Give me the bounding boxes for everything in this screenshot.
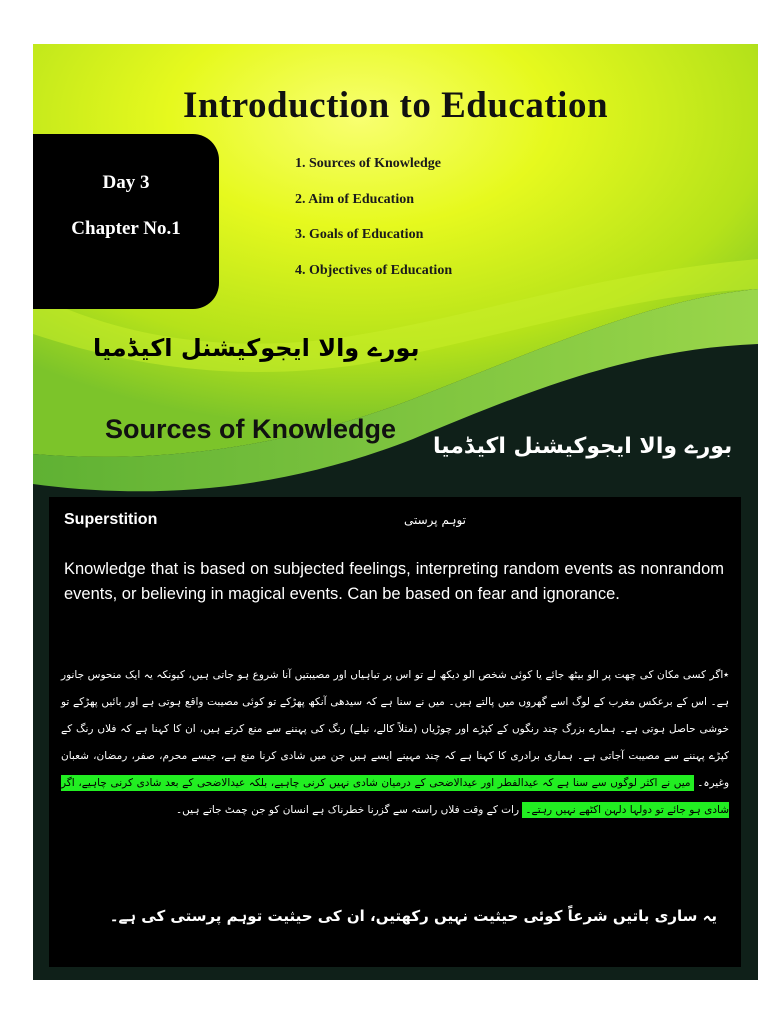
urdu-text-part2: رات کے وقت فلاں راستہ سے گزرنا خطرناک ہے انسان کو جن چمٹ جاتے ہیں۔ xyxy=(176,804,520,816)
day-label: Day 3 xyxy=(102,172,150,193)
contents-item: 2. Aim of Education xyxy=(295,191,415,207)
urdu-highlight: میں نے اکثر لوگوں سے سنا ہے کہ عیدالفطر اور عیدالاضحی کے درمیان شادی نہیں کرنی چاہیے، بلکہ عیدالاضحی کے بعد شادی کرنی چاہیے، اگر شادی ہو جائے تو دولہا دلہن اکٹھے نہیں رہتے۔ xyxy=(61,777,729,816)
panel-title: Superstition xyxy=(64,511,158,528)
contents-list xyxy=(295,156,452,298)
academy-name-urdu: بورے والا ایجوکیشنل اکیڈمیا xyxy=(93,334,420,362)
contents-item: 3. Goals of Education xyxy=(295,227,424,242)
urdu-text-part1: ٭اگر کسی مکان کی چھت پر الو بیٹھ جائے یا کوئی شخص الو دیکھ لے تو اس پر تباہیاں اور مصیبتیں آنا شروع ہو جاتی ہیں، کیونکہ یہ ایک منحوس جانور ہے۔ اس کے برعکس مغرب کے لوگ اسے گھروں میں پالتے ہیں۔ میں نے سنا ہے کہ سیدھی آنکھ پھڑکے تو کوئی مصیبت واقع ہوتی ہے اور بائیں پھڑکے تو خوشی حاصل ہوتی ہے۔ ہمارے بزرگ چند رنگوں کے کپڑے اور چوڑیاں (مثلاً کالے، نیلے) رنگ کی پہننے سے منع کرتے ہیں، ان کا کہنا ہے کہ فلاں رنگ کے کپڑے پہننے سے مصیبت آجاتی ہے۔ ہماری برادری کا کہنا ہے کہ چند مہینے ایسے ہیں جن میں شادی کرنا منع ہے، جیسے محرم، صفر، رمضان، شعبان وغیرہ۔ xyxy=(61,669,730,789)
chapter-label: Chapter No.1 xyxy=(71,218,181,239)
contents-item: 4. Objectives of Education xyxy=(295,262,453,278)
superstition-panel xyxy=(49,497,741,967)
urdu-conclusion: یہ ساری باتیں شرعاً کوئی حیثیت نہیں رکھتیں، ان کی حیثیت توہم پرستی کی ہے۔ xyxy=(109,907,717,925)
definition-text: Knowledge that is based on subjected feelings, interpreting random events as nonrandom events, or believing in magical events. Can be based on fear and ignorance. xyxy=(64,560,724,603)
contents-item: 1. Sources of Knowledge xyxy=(295,156,441,171)
academy-name-urdu-right: بورے والا ایجوکیشنل اکیڈمیا xyxy=(433,434,733,459)
urdu-paragraph xyxy=(61,662,729,824)
section-heading: Sources of Knowledge xyxy=(105,414,397,444)
document-page xyxy=(33,44,758,980)
panel-title-urdu: توہم پرستی xyxy=(404,513,467,527)
page-title: Introduction to Education xyxy=(182,85,609,126)
day-chapter-box xyxy=(33,134,219,309)
